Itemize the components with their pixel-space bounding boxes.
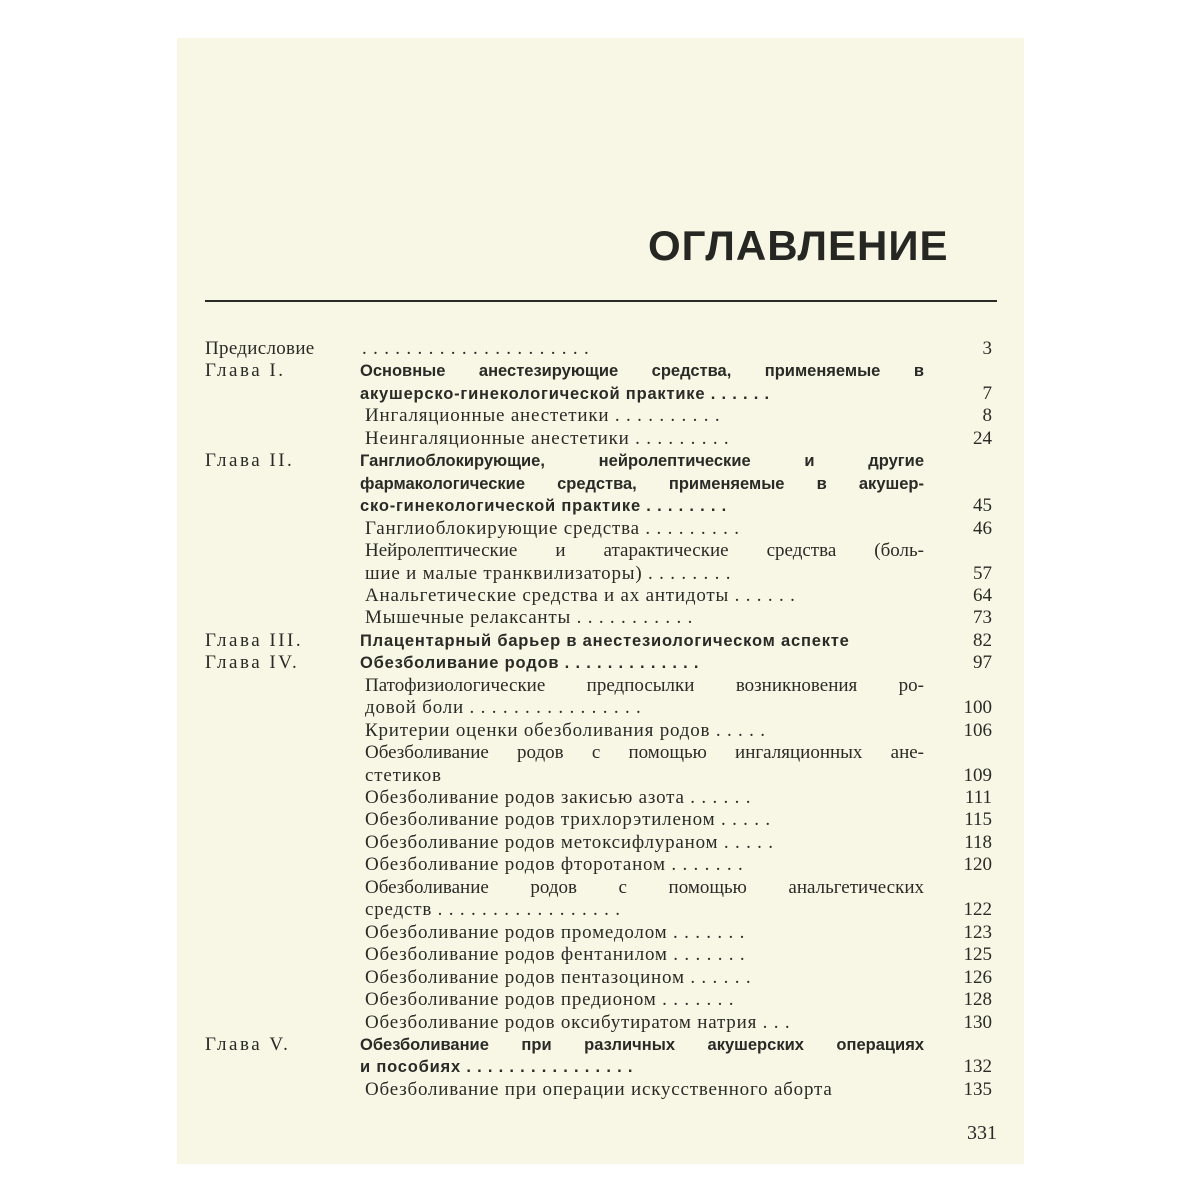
toc-line: [0, 742, 1200, 764]
toc-line: [0, 854, 1200, 876]
toc-chapter-label: Предисловие: [205, 338, 315, 359]
toc-line: [0, 809, 1200, 831]
toc-section-title: Ганглиоблокирующие средства . . . . . . . . .: [365, 517, 740, 539]
toc-page-number: 100: [963, 697, 992, 719]
toc-line: [0, 1034, 1200, 1056]
toc-line: [0, 428, 1200, 450]
toc-page-number: 130: [963, 1011, 992, 1033]
page-title: ОГЛАВЛЕНИЕ: [648, 222, 949, 269]
toc-page-number: 125: [963, 944, 992, 966]
toc-line: [0, 563, 1200, 585]
toc-line: [0, 720, 1200, 742]
toc-line: [0, 989, 1200, 1011]
toc-chapter-title: Обезболивание при различных акушерских операциях: [360, 1035, 924, 1054]
toc-line: [0, 787, 1200, 809]
toc-page-number: 126: [963, 966, 992, 988]
toc-section-title: Обезболивание родов закисью азота . . . . . .: [365, 787, 752, 808]
toc-section-title: Обезболивание родов оксибутиратом натрия . . .: [365, 1011, 791, 1033]
toc-page-number: 122: [963, 899, 992, 921]
toc-line: [0, 899, 1200, 921]
toc-section-title: Анальгетические средства и ах антидоты . . . . . .: [365, 584, 796, 606]
toc-line: [0, 832, 1200, 854]
toc-line: [0, 1079, 1200, 1101]
toc-line: [0, 697, 1200, 719]
toc-section-title: Обезболивание родов пентазоцином . . . . . .: [365, 966, 752, 988]
toc-line: [0, 405, 1200, 427]
toc-page-number: 111: [964, 787, 992, 808]
toc-section-title: стетиков: [365, 764, 442, 786]
toc-page-number: 46: [973, 517, 992, 539]
toc-chapter-title: фармакологические средства, применяемые в акушер-: [360, 474, 924, 493]
toc-page-number: 106: [963, 719, 992, 741]
toc-section-title: шие и малые транквилизаторы) . . . . . . . .: [365, 562, 732, 584]
toc-chapter-title: ско-гинекологической практике . . . . . . . .: [360, 497, 728, 516]
toc-line: [0, 450, 1200, 472]
toc-line: [0, 585, 1200, 607]
toc-chapter-label: Глава I.: [205, 360, 286, 382]
toc-chapter-title: и пособиях . . . . . . . . . . . . . . . .: [360, 1058, 634, 1077]
toc-chapter-title: Ганглиоблокирующие, нейролептические и другие: [360, 452, 924, 471]
toc-chapter-label: Глава V.: [205, 1033, 291, 1055]
toc-line: [0, 944, 1200, 966]
toc-line: [0, 765, 1200, 787]
toc-section-title: Патофизиологические предпосылки возникновения ро-: [365, 674, 924, 696]
toc-line: [0, 495, 1200, 517]
toc-chapter-label: Глава II.: [205, 450, 295, 472]
toc-page-number: 24: [973, 427, 992, 449]
toc-line: [0, 652, 1200, 674]
toc-section-title: Обезболивание родов метоксифлураном . . . . .: [365, 831, 774, 853]
toc-section-title: средств . . . . . . . . . . . . . . . . .: [365, 899, 621, 921]
toc-page-number: 128: [963, 989, 992, 1011]
toc-page-number: 97: [973, 652, 992, 674]
toc-section-title: Обезболивание родов трихлорэтиленом . . . . .: [365, 809, 771, 831]
toc-chapter-title: Основные анестезирующие средства, применяемые в: [360, 362, 924, 381]
toc-page-number: 73: [973, 607, 992, 629]
toc-line: [0, 338, 1200, 360]
toc-line: [0, 630, 1200, 652]
toc-line: [0, 967, 1200, 989]
toc-line: [0, 675, 1200, 697]
toc-section-title: Обезболивание родов фторотаном . . . . . . .: [365, 854, 744, 876]
toc-line: [0, 1056, 1200, 1078]
toc-section-title: Критерии оценки обезболивания родов . . . . .: [365, 719, 766, 741]
toc-line: [0, 607, 1200, 629]
toc-page-number: 8: [982, 405, 992, 427]
toc-line: [0, 518, 1200, 540]
toc-line: [0, 877, 1200, 899]
page-number: 331: [967, 1122, 997, 1144]
toc-section-title: Обезболивание родов промедолом . . . . . . .: [365, 921, 746, 943]
toc-chapter-label: Глава III.: [205, 629, 304, 651]
toc-page-number: 57: [973, 562, 992, 584]
toc-page-number: 120: [963, 854, 992, 876]
toc-section-title: . . . . . . . . . . . . . . . . . . . . .: [362, 338, 590, 359]
toc-line: [0, 1012, 1200, 1034]
toc-page-number: 7: [982, 382, 992, 404]
toc-section-title: Обезболивание родов фентанилом . . . . . . .: [365, 944, 746, 966]
toc-chapter-title: Обезболивание родов . . . . . . . . . . . . .: [360, 654, 700, 673]
toc-page-number: 132: [963, 1056, 992, 1078]
toc-page-number: 135: [963, 1078, 992, 1100]
toc-line: [0, 473, 1200, 495]
toc-section-title: Обезболивание при операции искусственного аборта: [365, 1078, 833, 1100]
toc-section-title: Обезболивание родов с помощью анальгетических: [365, 876, 924, 898]
toc-section-title: довой боли . . . . . . . . . . . . . . . .: [365, 697, 642, 719]
toc-line: [0, 540, 1200, 562]
toc-page-number: 82: [973, 629, 992, 651]
toc-line: [0, 360, 1200, 382]
toc-page-number: 109: [963, 764, 992, 786]
toc-line: [0, 383, 1200, 405]
toc-section-title: Мышечные релаксанты . . . . . . . . . . .: [365, 607, 694, 629]
toc-line: [0, 922, 1200, 944]
toc-chapter-label: Глава IV.: [205, 652, 300, 674]
toc-page-number: 115: [964, 809, 992, 831]
toc-section-title: Ингаляционные анестетики . . . . . . . . . .: [365, 405, 721, 427]
toc-chapter-title: Плацентарный барьер в анестезиологическом аспекте: [360, 631, 850, 650]
toc-page-number: 64: [973, 584, 992, 606]
toc-page-number: 45: [973, 495, 992, 517]
toc-page-number: 123: [963, 921, 992, 943]
toc-page-number: 118: [964, 831, 992, 853]
title-rule: [205, 300, 997, 302]
toc-section-title: Обезболивание родов с помощью ингаляционных ане-: [365, 742, 924, 764]
toc-section-title: Нейролептические и атарактические средства (боль-: [365, 540, 924, 562]
toc-section-title: Неингаляционные анестетики . . . . . . . . .: [365, 427, 730, 449]
toc-section-title: Обезболивание родов предионом . . . . . . .: [365, 989, 735, 1011]
toc-page-number: 3: [982, 338, 992, 359]
toc-chapter-title: акушерско-гинекологической практике . . . . . .: [360, 384, 770, 403]
